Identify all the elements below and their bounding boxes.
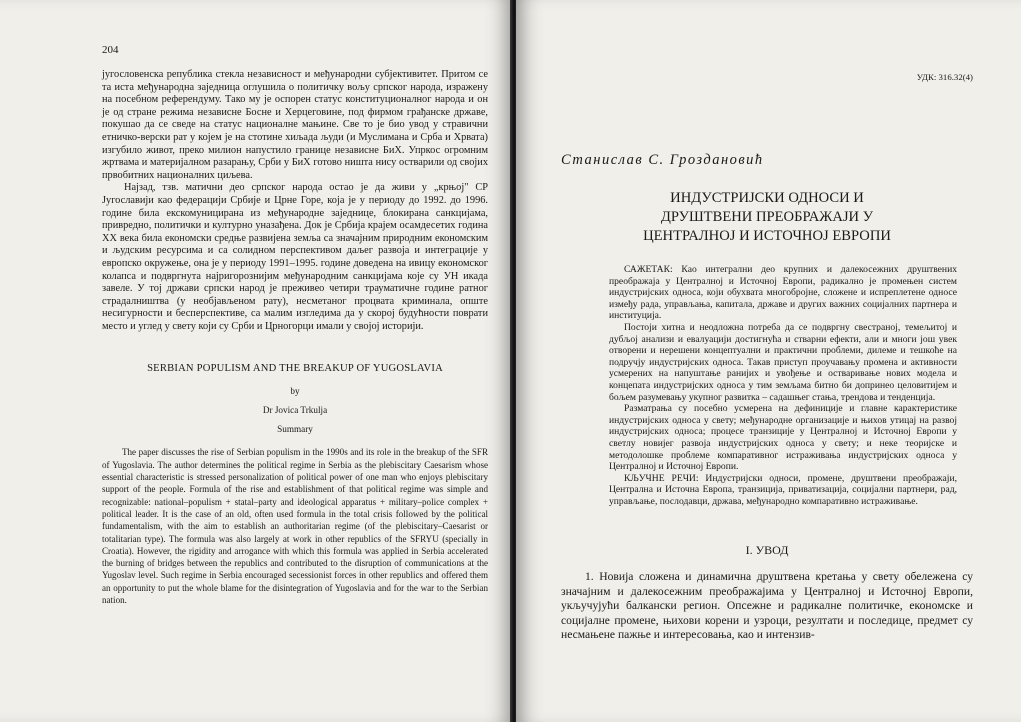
summary-text: The paper discusses the rise of Serbian populism in the 1990s and its role in the breakup of the SFR of Yugoslavia. The author determines the political regime in Serbia as the plebiscitary Caesarism whose essential characteristic is stressed personalization of political power of one man who enjoys plebiscitary support of the people. Formula of the rise and establishment of that political regime was simple and recognizable: national–populism + statal–party and ideological apparatus + military–police complex + political leader. It is the case of an old, often used formula in the total crisis followed by the political fundamentalism, with the aim to establish an authoritarian regime (of the plebiscitary–Caesarist or totalitarian type). The formula was also largely at work in other republics of the SFRYU (specially in Croatia). However, the rigidity and arrogance with which this formula was applied in Serbia accelerated the burning of bridges between the republics and contributed to the disruption of communications at the Yugoslav level. Such regime in Serbia encouraged secessionist forces in other republics and offered them an opportunity to put the whole blame for the disintegration of Yugoslavia and for the war to the Serbian nation. <box>102 447 488 606</box>
udk-code: УДК: 316.32(4) <box>916 72 973 82</box>
title-line: ЦЕНТРАЛНОЈ И ИСТОЧНОЈ ЕВРОПИ <box>643 228 891 244</box>
abstract-paragraph: САЖЕТАК: Као интегрални део крупних и далекосежних друштвених преображаја у Централној и Источној Европи, радикално је промењен систем индустријских односа, који обухвата многобројне, сложене и испреплетене односе између рада, управљања, капитала, државе и других важних социјалних партнера и институција. <box>609 264 957 322</box>
page-number: 204 <box>102 44 119 56</box>
abstract-paragraph: Постоји хитна и неодложна потреба да се подвргну свестраној, темељитој и дубљој анализи и евалуацији достигнућа и стварни ефекти, али и многи још увек отворени и нерешени концептуални и практични проблеми, дилеме и тешкоће на подручју индустријских односа. Такав приступ проучавању промена и активности усмерених на напуштање ранијих и увођење и остваривање нових модела и концепата индустријских односа у тим земљама битно би допринео целовитијем и бољем разумевању укупног развитка – садашњег стања, трендова и тенденција. <box>609 321 957 403</box>
title-line: ДРУШТВЕНИ ПРЕОБРАЖАЈИ У <box>660 209 874 225</box>
summary-heading: Summary <box>277 424 313 435</box>
keywords: КЉУЧНЕ РЕЧИ: Индустријски односи, промене, друштвени преображаји, Централна и Источна Европа, транзиција, приватизација, социјални партнери, рад, управљање, послодавци, држава, међународно компаративно истраживање. <box>609 472 957 507</box>
body-paragraph: 1. Новија сложена и динамична друштвена кретања у свету обележена су значајним и далекосежним преображајима у Централној и Источној Европи, укључујући балкански регион. Опсежне и радикалне политичке, економске и социјалне промене, њихови корени и узроци, резултати и последице, предмет су несмањене пажње и интересовања, као и интензив- <box>561 570 973 642</box>
by-line: by <box>290 386 300 397</box>
paragraph: Најзад, тзв. матични део српског народа остао је да живи у „крњој" СР Југославији као федерацији Србије и Црне Горе, која је у периоду до 1992. до 1996. године била екскомуницирана из међународне заједнице, блокирана санкцијама, привредно, политички и културно уназађена. Док је Србија крајем осамдесетих година XX века била економски средње развијена земља са значајним природним економским и људским ресурсима и са солидном перспективом даљег развоја и интеграције у европско окружење, она је у периоду 1991–1995. године доведена на ивицу економског колапса и подвргнута најригорознијим међународним санкцијама које су УН икада завеле. У тој држави српски народ је преживео четири трауматичне године ратног страдалништва (у необјављеном рату), несметаног процвата криминала, опште несигурности и бесперспективе, са малим изгледима да у скорој будућности поврати место и углед у свету који су Срби и Црногорци имали у својој историји. <box>102 182 488 332</box>
section-heading: I. УВОД <box>745 543 789 558</box>
abstract-paragraph: Разматрања су посебно усмерена на дефиниције и главне карактеристике индустријских односа у свету; међународне организације и њихов утицај на развој индустријских односа; процесе транзиције у Централној и Источној Европи у светлу новијег развоја индустријских односа у свету; и неке теоријске и методолошке проблеме компаративног истраживања индустријских односа у Централној и Источној Европи. <box>609 403 957 473</box>
right-page <box>516 0 1021 722</box>
abstract <box>609 264 957 507</box>
english-article-title: SERBIAN POPULISM AND THE BREAKUP OF YUGOSLAVIA <box>147 363 443 375</box>
paragraph: југословенска република стекла независност и међународни субјективитет. Притом се та иста међународна заједница оглушила о политичку вољу српског народа, изражену на посебном референдуму. Тако му је оспорен статус конституционалног народа и он је од стране режима независне Босне и Херцеговине, под фирмом грађанске државе, покушао да се сведе на статус националне мањине. Све то је био увод у стравични етничко-верски рат у којем је на стотине хиљада људи (и Муслимана и Срба и Хрвата) изгубило живот, преко милион напустило границе независне БиХ. Упркос огромним жртвама и материјалном разарању, Срби у БиХ готово ништа нису остварили од својих првобитних националних циљева. <box>102 69 488 181</box>
article-author: Станислав С. Гроздановић <box>561 152 764 168</box>
summary-author: Dr Jovica Trkulja <box>262 405 328 416</box>
title-line: ИНДУСТРИЈСКИ ОДНОСИ И <box>670 190 864 206</box>
article-title <box>561 189 973 246</box>
